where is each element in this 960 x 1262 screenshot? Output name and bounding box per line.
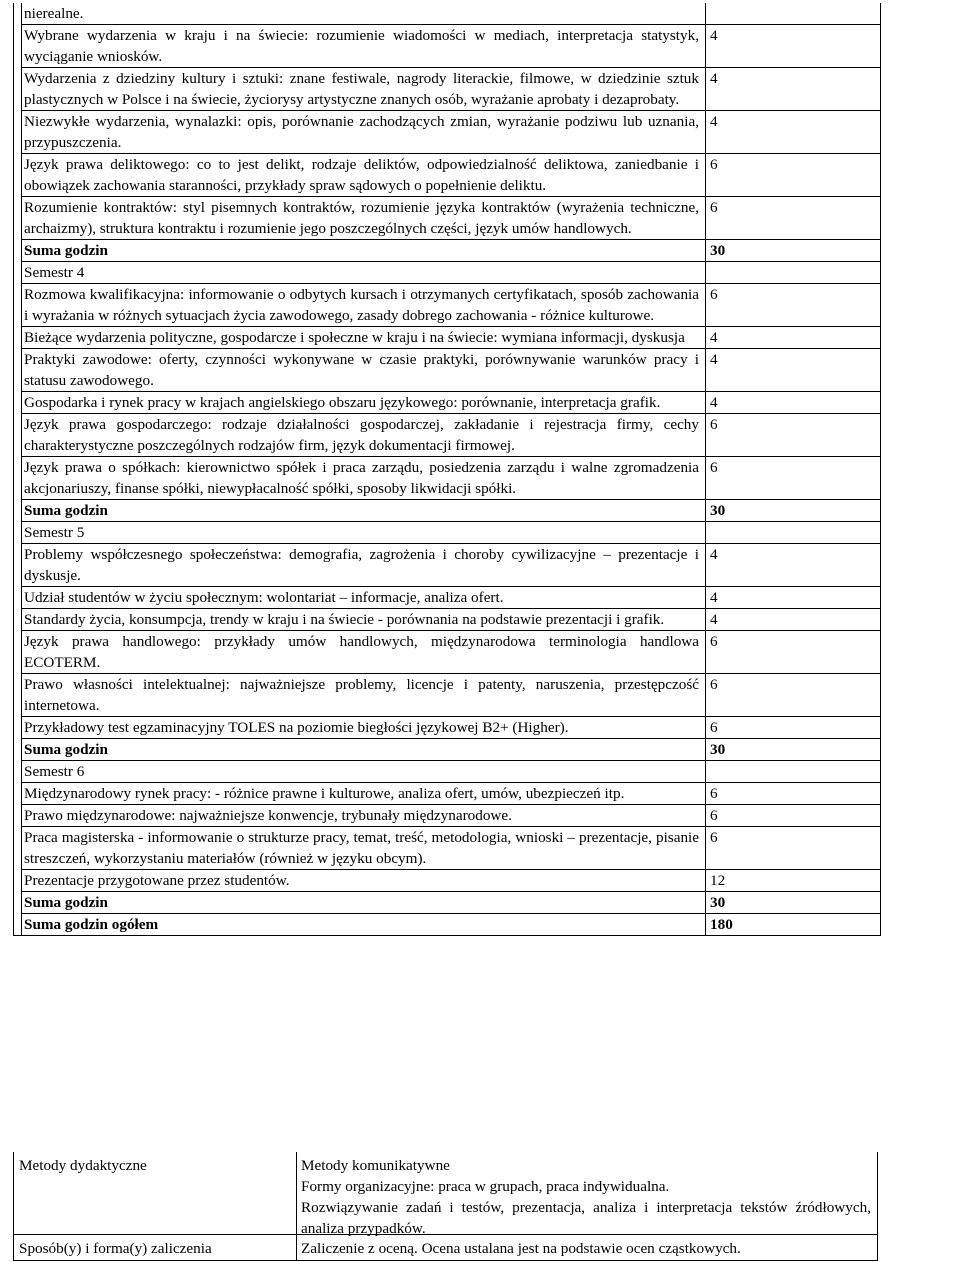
semester-title: Semestr 5 [22,522,706,544]
row-gutter [14,522,22,544]
topic-description: Standardy życia, konsumpcja, trendy w kraju i na świecie - porównania na podstawie prezentacji i grafik. [22,609,706,631]
topic-hours: 6 [706,805,881,827]
topic-hours: 6 [706,284,881,327]
topic-hours: 4 [706,327,881,349]
topic-hours: 4 [706,609,881,631]
table-row [14,392,881,414]
row-gutter [14,500,22,522]
row-gutter [14,609,22,631]
table-row [14,631,881,674]
topic-description: Język prawa deliktowego: co to jest delikt, rodzaje deliktów, odpowiedzialność deliktowa, zaniedbanie i obowiązek zachowania staranności, przykłady spraw sądowych o popełnienie deliktu. [22,154,706,197]
topic-description: Prawo własności intelektualnej: najważniejsze problemy, licencje i patenty, naruszenia, przestępczość internetowa. [22,674,706,717]
topic-hours: 4 [706,544,881,587]
sum-row [14,914,881,936]
table-row [14,457,881,500]
topic-description: Udział studentów w życiu społecznym: wolontariat – informacje, analiza ofert. [22,587,706,609]
topic-description: Rozumienie kontraktów: styl pisemnych kontraktów, rozumienie języka kontraktów (wyrażenia techniczne, archaizmy), struktura kontraktu i rozumienie jego poszczególnych części, język umów handlowych. [22,197,706,240]
sum-label: Suma godzin [22,500,706,522]
topic-description: Rozmowa kwalifikacyjna: informowanie o odbytych kursach i otrzymanych certyfikatach, sposób zachowania i wyrażania w różnych sytuacjach życia zawodowego, zasady dobrego zachowania - różnice kulturowe. [22,284,706,327]
topic-hours: 4 [706,68,881,111]
table-row [14,111,881,154]
table-row [14,327,881,349]
topic-hours: 6 [706,154,881,197]
sum-row [14,500,881,522]
row-gutter [14,805,22,827]
row-gutter [14,111,22,154]
table-row [14,544,881,587]
sum-hours: 30 [706,739,881,761]
row-gutter [14,392,22,414]
topic-hours: 12 [706,870,881,892]
topic-description: Bieżące wydarzenia polityczne, gospodarcze i społeczne w kraju i na świecie: wymiana informacji, dyskusja [22,327,706,349]
topic-hours: 6 [706,414,881,457]
topic-hours: 6 [706,631,881,674]
row-gutter [14,154,22,197]
topic-hours: 4 [706,587,881,609]
topic-description: Prezentacje przygotowane przez studentów. [22,870,706,892]
topic-hours [706,3,881,25]
didactic-methods-line: Metody komunikatywne [301,1157,450,1174]
assessment-label: Sposób(y) i forma(y) zaliczenia [19,1240,212,1257]
row-gutter [14,761,22,783]
table-row [14,284,881,327]
table-body [14,3,881,936]
table-row [14,349,881,392]
row-gutter [14,327,22,349]
topic-hours: 4 [706,392,881,414]
row-gutter [14,25,22,68]
row-gutter [14,674,22,717]
table-row [14,414,881,457]
topic-hours: 4 [706,111,881,154]
topic-description: Wybrane wydarzenia w kraju i na świecie: rozumienie wiadomości w mediach, interpretacja statystyk, wyciąganie wniosków. [22,25,706,68]
sum-row [14,739,881,761]
topic-description: Praca magisterska - informowanie o strukturze pracy, temat, treść, metodologia, wnioski – prezentacje, pisanie streszczeń, wykorzystaniu materiałów (również w języku obcym). [22,827,706,870]
row-gutter [14,68,22,111]
table-row [14,609,881,631]
row-gutter [14,631,22,674]
sum-hours: 30 [706,892,881,914]
semester-header-row [14,761,881,783]
table-row [14,674,881,717]
table-row [14,870,881,892]
sum-label: Suma godzin [22,739,706,761]
semester-header-row [14,262,881,284]
topic-description: Niezwykłe wydarzenia, wynalazki: opis, porównanie zachodzących zmian, wyrażanie podziwu lub uznania, przypuszczenia. [22,111,706,154]
table-row [14,827,881,870]
row-gutter [14,349,22,392]
row-gutter [14,240,22,262]
topic-description: Gospodarka i rynek pracy w krajach angielskiego obszaru językowego: porównanie, interpretacja grafik. [22,392,706,414]
row-gutter [14,457,22,500]
topic-hours: 6 [706,457,881,500]
didactic-methods-line: Formy organizacyjne: praca w grupach, praca indywidualna. [301,1178,670,1195]
sum-row [14,240,881,262]
table-row [14,197,881,240]
sum-label: Suma godzin ogółem [22,914,706,936]
topic-description: Prawo międzynarodowe: najważniejsze konwencje, trybunały międzynarodowe. [22,805,706,827]
table-row [14,717,881,739]
row-gutter [14,870,22,892]
semester-header-row [14,522,881,544]
topic-hours: 6 [706,197,881,240]
topic-description: Język prawa o spółkach: kierownictwo spółek i praca zarządu, posiedzenia zarządu i walne zgromadzenia akcjonariuszy, finanse spółki, niewypłacalność spółki, sposoby likwidacji spółki. [22,457,706,500]
topic-description: Język prawa handlowego: przykłady umów handlowych, międzynarodowa terminologia handlowa ECOTERM. [22,631,706,674]
course-content-table [13,3,881,936]
row-gutter [14,414,22,457]
table-row [14,25,881,68]
topic-description: Przykładowy test egzaminacyjny TOLES na poziomie biegłości językowej B2+ (Higher). [22,717,706,739]
methods-section [13,1152,878,1261]
sum-label: Suma godzin [22,892,706,914]
topic-hours [706,262,881,284]
sum-hours: 30 [706,240,881,262]
row-gutter [14,892,22,914]
topic-description: Problemy współczesnego społeczeństwa: demografia, zagrożenia i choroby cywilizacyjne – prezentacje i dyskusje. [22,544,706,587]
table-row [14,154,881,197]
table-row [14,783,881,805]
column-divider [296,1152,297,1260]
topic-description: nierealne. [22,3,706,25]
topic-hours: 6 [706,827,881,870]
sum-hours: 30 [706,500,881,522]
semester-title: Semestr 6 [22,761,706,783]
row-gutter [14,783,22,805]
didactic-methods-line: Rozwiązywanie zadań i testów, prezentacja, analiza i interpretacja tekstów źródłowych, analiza przypadków. [301,1199,871,1237]
row-gutter [14,914,22,936]
sum-hours: 180 [706,914,881,936]
assessment-value: Zaliczenie z oceną. Ocena ustalana jest na podstawie ocen cząstkowych. [301,1240,741,1257]
topic-hours: 6 [706,674,881,717]
row-gutter [14,3,22,25]
table-row [14,68,881,111]
sum-label: Suma godzin [22,240,706,262]
row-gutter [14,197,22,240]
table-row [14,3,881,25]
row-gutter [14,587,22,609]
topic-hours: 6 [706,717,881,739]
row-gutter [14,284,22,327]
row-gutter [14,717,22,739]
topic-hours: 4 [706,25,881,68]
topic-hours [706,761,881,783]
row-gutter [14,739,22,761]
semester-title: Semestr 4 [22,262,706,284]
topic-description: Praktyki zawodowe: oferty, czynności wykonywane w czasie praktyki, porównywanie warunków pracy i statusu zawodowego. [22,349,706,392]
topic-hours: 4 [706,349,881,392]
didactic-methods-label: Metody dydaktyczne [19,1157,147,1174]
table-row [14,587,881,609]
row-gutter [14,827,22,870]
topic-hours: 6 [706,783,881,805]
topic-description: Międzynarodowy rynek pracy: - różnice prawne i kulturowe, analiza ofert, umów, ubezpieczeń itp. [22,783,706,805]
topic-description: Wydarzenia z dziedziny kultury i sztuki: znane festiwale, nagrody literackie, filmowe, w dziedzinie sztuk plastycznych w Polsce i na świecie, życiorysy artystyczne znanych osób, wyrażanie aprobaty i dezaprobaty. [22,68,706,111]
topic-description: Język prawa gospodarczego: rodzaje działalności gospodarczej, zakładanie i rejestracja firmy, cechy charakterystyczne poszczególnych rodzajów firm, język dokumentacji firmowej. [22,414,706,457]
sum-row [14,892,881,914]
didactic-methods-value [301,1155,871,1239]
row-gutter [14,262,22,284]
table-row [14,805,881,827]
topic-hours [706,522,881,544]
row-gutter [14,544,22,587]
